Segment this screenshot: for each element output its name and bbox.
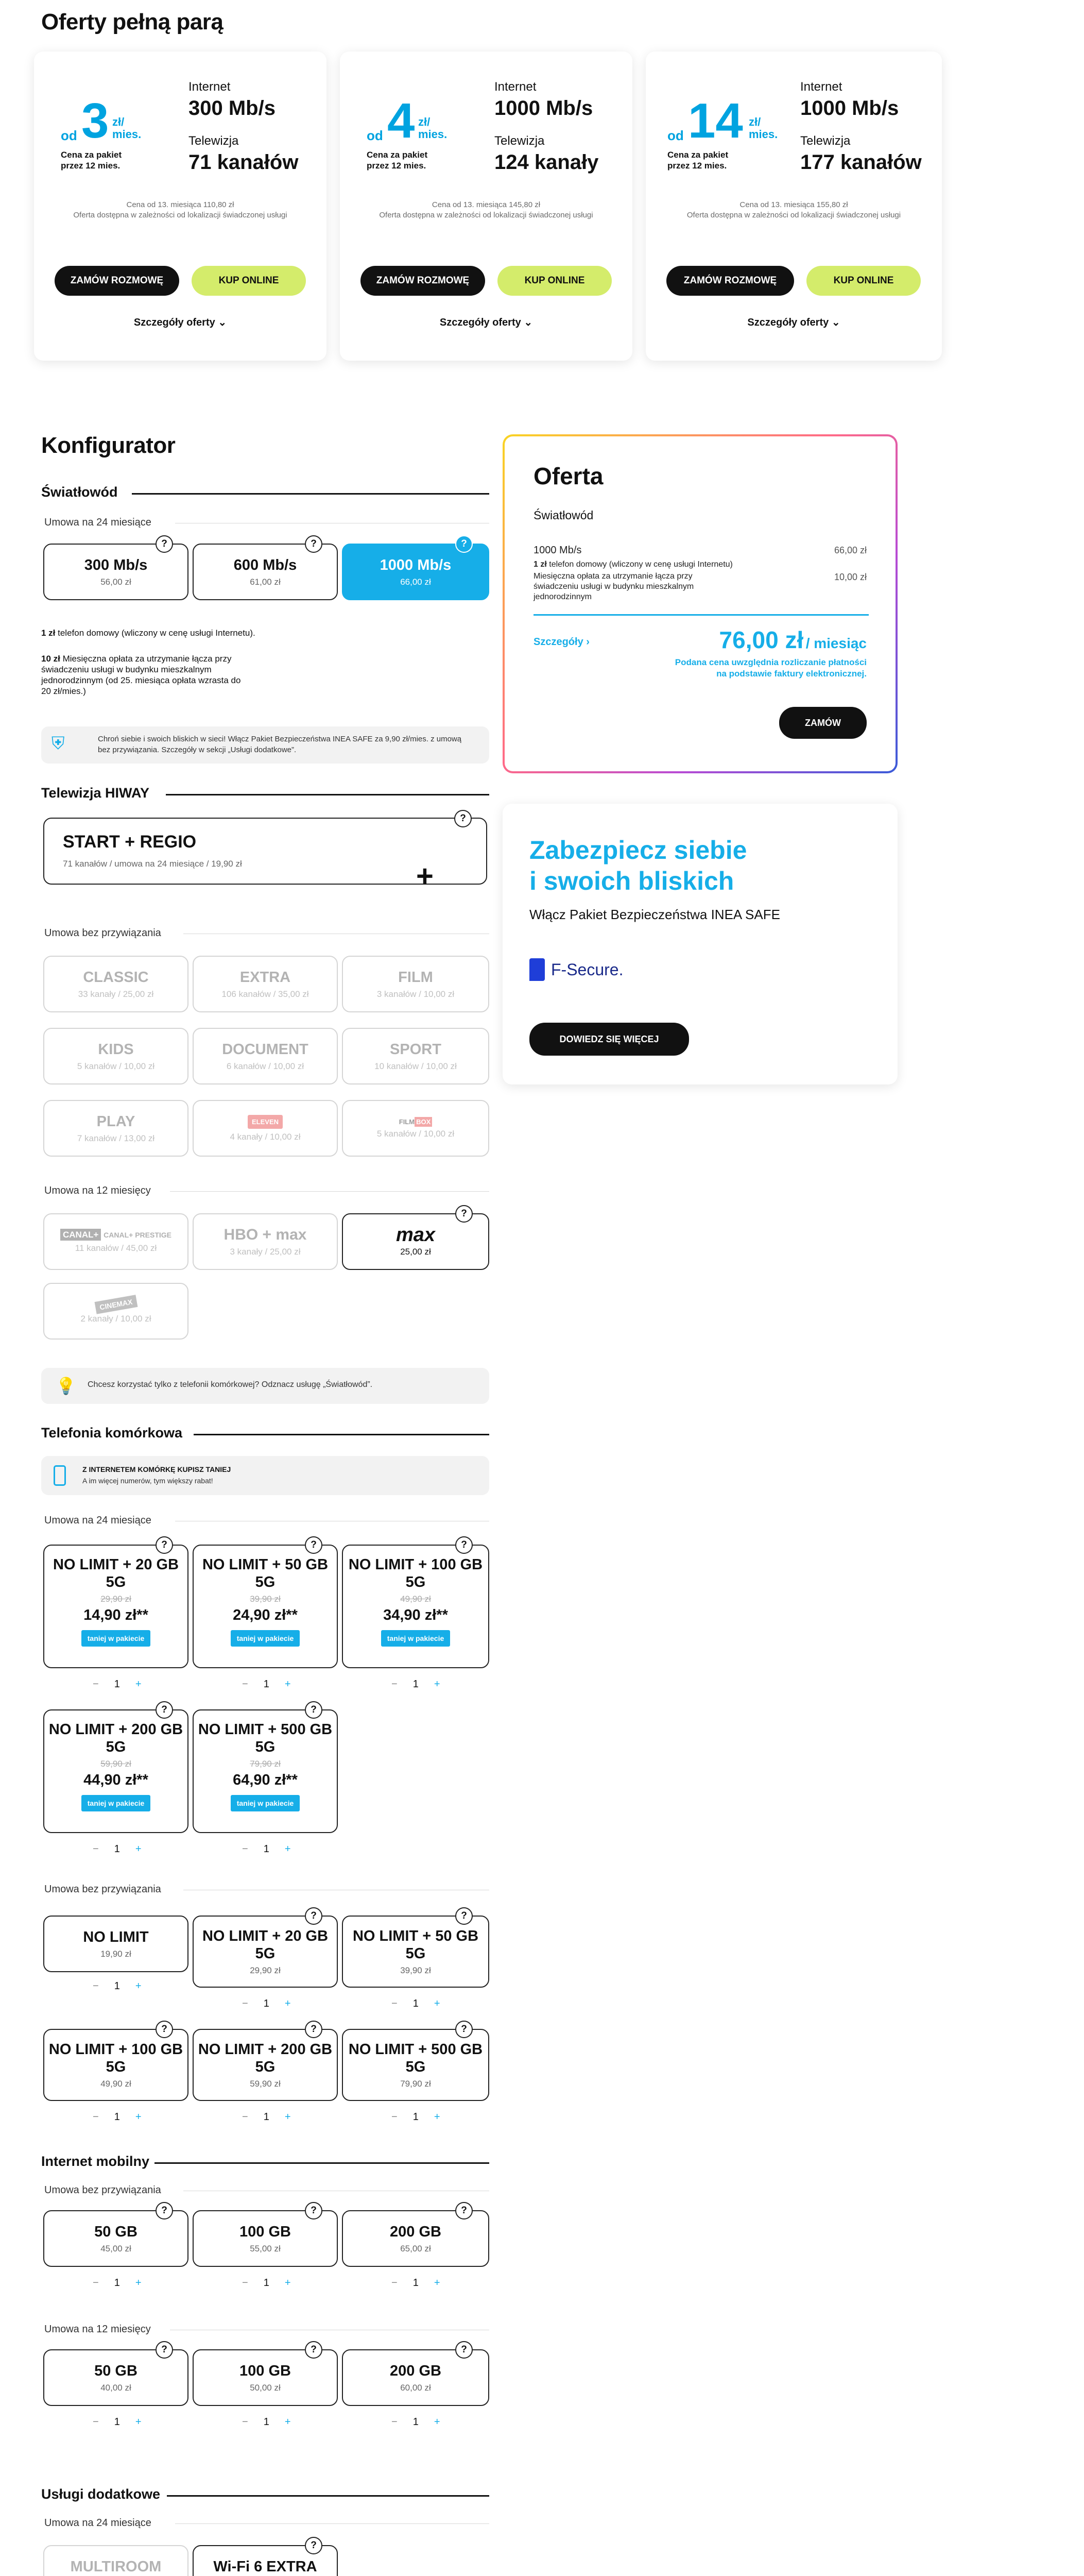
tv-pack[interactable]: KIDS 5 kanałów / 10,00 zł (43, 1028, 188, 1084)
lightbulb-icon: 💡 (56, 1377, 76, 1395)
group-label: Umowa na 24 miesiące (44, 1515, 151, 1526)
help-icon[interactable]: ? (305, 2341, 322, 2359)
mobile-plan-24[interactable]: NO LIMIT + 500 GB 5G 79,90 zł 64,90 zł** taniej w pakiecie (193, 1709, 338, 1833)
group-label: Umowa na 24 miesiące (44, 517, 151, 528)
details-link[interactable]: Szczegóły oferty ⌄ (133, 317, 227, 328)
internet-label: Internet (188, 80, 231, 94)
offer-card (340, 52, 632, 361)
order-call-button[interactable]: ZAMÓW ROZMOWĘ (666, 266, 794, 296)
quantity-stepper[interactable]: − 1 + (93, 1679, 142, 1690)
internet-label: Internet (494, 80, 537, 94)
offer-from: od (367, 128, 383, 143)
mobile-plan-24[interactable]: NO LIMIT + 200 GB 5G 59,90 zł 44,90 zł** taniej w pakiecie (43, 1709, 188, 1833)
quantity-stepper[interactable]: − 1 + (242, 2277, 291, 2289)
cheaper-tag: taniej w pakiecie (381, 1630, 451, 1647)
help-icon[interactable]: ? (455, 1907, 473, 1925)
summary-panel: Oferta Światłowód 1000 Mb/s 66,00 zł 1 zł telefon domowy (wliczony w cenę usługi Internetu) Miesięczna opłata za utrzymanie łącza przy świadczeniu usługi w budynku mieszkalnym jednorodzinnym 10,00 zł Szczegóły › 76,00 zł / miesiąc Podana cena uwzględnia rozliczanie płatności na podstawie faktury elektronicznej. ZAMÓW (503, 434, 898, 773)
quantity-stepper[interactable]: − 1 + (391, 2277, 440, 2289)
section-fiber: Światłowód (41, 484, 118, 500)
tv-pack[interactable]: FILM 3 kanałów / 10,00 zł (342, 956, 489, 1012)
quantity-stepper[interactable]: − 1 + (93, 2416, 142, 2428)
internet-value: 1000 Mb/s (494, 97, 593, 120)
tv-pack[interactable]: PLAY 7 kanałów / 13,00 zł (43, 1100, 188, 1157)
buy-online-button[interactable]: KUP ONLINE (497, 266, 612, 296)
tv-pack[interactable]: DOCUMENT 6 kanałów / 10,00 zł (193, 1028, 338, 1084)
mobile-internet-tile[interactable]: 100 GB 55,00 zł (193, 2210, 338, 2267)
fiber-tile-600[interactable]: 600 Mb/s 61,00 zł (193, 544, 338, 600)
add-icon[interactable]: + (416, 859, 434, 893)
cheaper-tag: taniej w pakiecie (81, 1630, 151, 1647)
group-label: Umowa bez przywiązania (44, 1884, 161, 1895)
quantity-stepper[interactable]: − 1 + (242, 1679, 291, 1690)
order-button[interactable]: ZAMÓW (779, 707, 867, 739)
offer-price-note: Cena za pakiet przez 12 mies. (667, 150, 729, 171)
quantity-stepper[interactable]: − 1 + (242, 1843, 291, 1855)
promo-subtitle: A im więcej numerów, tym większy rabat! (82, 1477, 213, 1485)
group-label: Umowa na 12 miesięcy (44, 1185, 151, 1196)
buy-online-button[interactable]: KUP ONLINE (806, 266, 921, 296)
price-after: Cena od 13. miesiąca 155,80 zł (739, 200, 848, 209)
order-call-button[interactable]: ZAMÓW ROZMOWĘ (55, 266, 179, 296)
chevron-down-icon: ⌄ (524, 317, 533, 328)
mobile-internet-tile[interactable]: 100 GB 50,00 zł (193, 2349, 338, 2406)
help-icon[interactable]: ? (455, 1205, 473, 1223)
offer-unit: zł/ mies. (112, 115, 142, 141)
tv-pack[interactable]: EXTRA 106 kanałów / 35,00 zł (193, 956, 338, 1012)
group-label: Umowa na 12 miesięcy (44, 2324, 151, 2335)
mobile-plan-free[interactable]: NO LIMIT + 50 GB 5G 39,90 zł (342, 1916, 489, 1988)
offer-card (34, 52, 326, 361)
offer-unit: zł/ mies. (749, 115, 778, 141)
phone-icon (54, 1465, 66, 1486)
summary-line: Miesięczna opłata za utrzymanie łącza przy świadczeniu usługi w budynku mieszkalnym jednorodzinnym (534, 572, 694, 601)
section-mobile-internet: Internet mobilny (41, 2154, 150, 2169)
summary-section: Światłowód (534, 509, 594, 522)
mobile-internet-tile[interactable]: 50 GB 45,00 zł (43, 2210, 188, 2267)
help-icon[interactable]: ? (156, 535, 173, 553)
promo-title-2: i swoich bliskich (529, 867, 734, 895)
quantity-stepper[interactable]: − 1 + (391, 1679, 440, 1690)
offer-from: od (667, 128, 684, 143)
fiber-note-phone: 1 zł telefon domowy (wliczony w cenę usługi Internetu). (41, 628, 255, 638)
summary-details-link[interactable]: Szczegóły › (534, 636, 590, 648)
mobile-internet-tile[interactable]: 50 GB 40,00 zł (43, 2349, 188, 2406)
fiber-note-fee: 10 zł Miesięczna opłata za utrzymanie łącza przy świadczeniu usługi w budynku mieszkalnym jednorodzinnym (od 25. miesiąca opłata wzrasta do 20 zł/mies.) (41, 654, 241, 696)
quantity-stepper[interactable]: − 1 + (242, 2416, 291, 2428)
quantity-stepper[interactable]: − 1 + (391, 2416, 440, 2428)
tv-pack-max[interactable]: max 25,00 zł (342, 1213, 489, 1270)
tv-pack[interactable]: CLASSIC 33 kanały / 25,00 zł (43, 956, 188, 1012)
quantity-stepper[interactable]: − 1 + (93, 1843, 142, 1855)
fsecure-logo: F-Secure. (529, 958, 623, 981)
shield-people-icon: ⛨ (51, 734, 65, 753)
help-icon[interactable]: ? (305, 1907, 322, 1925)
offers-title: Oferty pełną parą (41, 9, 223, 35)
tv-base-package[interactable]: START + REGIO 71 kanałów / umowa na 24 miesiące / 19,90 zł (43, 818, 487, 885)
internet-label: Internet (800, 80, 842, 94)
mobile-only-hint (41, 1368, 489, 1404)
help-icon[interactable]: ? (156, 2341, 173, 2359)
offer-from: od (61, 128, 77, 143)
quantity-stepper[interactable]: − 1 + (242, 2111, 291, 2123)
help-icon[interactable]: ? (454, 810, 472, 827)
tv-value: 177 kanałów (800, 151, 922, 174)
help-icon[interactable]: ? (305, 2202, 322, 2219)
quantity-stepper[interactable]: − 1 + (242, 1998, 291, 2009)
availability: Oferta dostępna w zależności od lokalizacji świadczonej usługi (73, 211, 287, 219)
promo-title-1: Zabezpiecz siebie (529, 836, 747, 865)
mobile-plan-24[interactable]: NO LIMIT + 50 GB 5G 39,90 zł 24,90 zł** taniej w pakiecie (193, 1545, 338, 1668)
cinemax-logo: CINEMAX (94, 1295, 137, 1314)
offer-price: 4 (387, 93, 415, 148)
mobile-plan-free[interactable]: NO LIMIT + 500 GB 5G 79,90 zł (342, 2029, 489, 2101)
safe-promo-card (503, 804, 898, 1084)
promo-title: Z INTERNETEM KOMÓRKĘ KUPISZ TANIEJ (82, 1465, 231, 1473)
divider (534, 614, 869, 616)
cheaper-tag: taniej w pakiecie (81, 1795, 151, 1811)
eleven-logo: ELEVEN (248, 1115, 283, 1129)
offer-price-note: Cena za pakiet przez 12 mies. (61, 150, 122, 171)
help-icon[interactable]: ? (305, 1536, 322, 1554)
tv-label: Telewizja (800, 134, 851, 148)
mobile-plan-free[interactable]: NO LIMIT + 200 GB 5G 59,90 zł (193, 2029, 338, 2101)
offer-card (646, 52, 942, 361)
cheaper-tag: taniej w pakiecie (231, 1630, 300, 1647)
tv-pack-eleven[interactable]: ELEVEN 4 kanały / 10,00 zł (193, 1100, 338, 1157)
mobile-internet-tile[interactable]: 200 GB 60,00 zł (342, 2349, 489, 2406)
chevron-down-icon: ⌄ (831, 317, 840, 328)
canal-logo: CANAL+ CANAL+ PRESTIGE (60, 1230, 171, 1240)
order-call-button[interactable]: ZAMÓW ROZMOWĘ (360, 266, 485, 296)
help-icon[interactable]: ? (455, 1536, 473, 1554)
availability: Oferta dostępna w zależności od lokalizacji świadczonej usługi (379, 211, 593, 219)
group-label: Umowa na 24 miesiące (44, 2517, 151, 2529)
tv-label: Telewizja (188, 134, 239, 148)
chevron-down-icon: ⌄ (218, 317, 227, 328)
tv-pack[interactable]: SPORT 10 kanałów / 10,00 zł (342, 1028, 489, 1084)
mobile-plan-24[interactable]: NO LIMIT + 20 GB 5G 29,90 zł 14,90 zł** taniej w pakiecie (43, 1545, 188, 1668)
summary-title: Oferta (534, 463, 604, 489)
help-icon[interactable]: ? (156, 1701, 173, 1719)
help-icon[interactable]: ? (305, 535, 322, 553)
help-icon[interactable]: ? (455, 535, 473, 553)
internet-value: 300 Mb/s (188, 97, 276, 120)
help-icon[interactable]: ? (156, 1536, 173, 1554)
quantity-stepper[interactable]: − 1 + (93, 1980, 142, 1992)
help-icon[interactable]: ? (455, 2341, 473, 2359)
promo-subtitle: Włącz Pakiet Bezpieczeństwa INEA SAFE (529, 907, 780, 922)
section-extras: Usługi dodatkowe (41, 2486, 161, 2502)
offer-price: 3 (81, 93, 109, 148)
help-icon[interactable]: ? (305, 2021, 322, 2038)
hint-text: Chcesz korzystać tylko z telefonii komórkowej? Odznacz usługę „Światłowód”. (88, 1380, 373, 1389)
mobile-internet-tile[interactable]: 200 GB 65,00 zł (342, 2210, 489, 2267)
mobile-plan-free[interactable]: NO LIMIT + 20 GB 5G 29,90 zł (193, 1916, 338, 1988)
quantity-stepper[interactable]: − 1 + (93, 2111, 142, 2123)
summary-value: 66,00 zł (834, 545, 867, 555)
fiber-tile-300[interactable]: 300 Mb/s 56,00 zł (43, 544, 188, 600)
summary-line: 1000 Mb/s (534, 545, 582, 556)
help-icon[interactable]: ? (455, 2021, 473, 2038)
offer-price-note: Cena za pakiet przez 12 mies. (367, 150, 428, 171)
help-icon[interactable]: ? (156, 2021, 173, 2038)
summary-value: 10,00 zł (834, 572, 867, 582)
mobile-plan-24[interactable]: NO LIMIT + 100 GB 5G 49,90 zł 34,90 zł** taniej w pakiecie (342, 1545, 489, 1668)
section-mobile: Telefonia komórkowa (41, 1425, 183, 1440)
fsecure-icon (529, 958, 545, 981)
safe-info-text: Chroń siebie i swoich bliskich w sieci! Włącz Pakiet Bezpieczeństwa INEA SAFE za 9,90 zł/mies. z umową bez przywiązania. Szczegóły w sekcji „Usługi dodatkowe”. (98, 735, 462, 754)
summary-note: Podana cena uwzględnia rozliczanie płatności na podstawie faktury elektronicznej. (675, 657, 867, 679)
tv-pack-cinemax[interactable]: CINEMAX 2 kanały / 10,00 zł (43, 1283, 188, 1340)
tv-pack-canal[interactable]: CANAL+ CANAL+ PRESTIGE 11 kanałów / 45,00 zł (43, 1213, 188, 1270)
quantity-stepper[interactable]: − 1 + (391, 1998, 440, 2009)
group-label: Umowa bez przywiązania (44, 2184, 161, 2196)
tv-label: Telewizja (494, 134, 545, 148)
quantity-stepper[interactable]: − 1 + (93, 2277, 142, 2289)
group-label: Umowa bez przywiązania (44, 927, 161, 939)
learn-more-button[interactable]: DOWIEDZ SIĘ WIĘCEJ (529, 1023, 689, 1056)
availability: Oferta dostępna w zależności od lokalizacji świadczonej usługi (686, 211, 901, 219)
tv-pack-filmbox[interactable]: FILM BOX 5 kanałów / 10,00 zł (342, 1100, 489, 1157)
help-icon[interactable]: ? (305, 1701, 322, 1719)
price-after: Cena od 13. miesiąca 145,80 zł (432, 200, 541, 209)
price-after: Cena od 13. miesiąca 110,80 zł (126, 200, 234, 209)
filmbox-logo: FILM BOX (399, 1118, 433, 1126)
offer-unit: zł/ mies. (418, 115, 448, 141)
extra-tile[interactable]: MULTIROOM (43, 2545, 188, 2576)
section-tv: Telewizja HIWAY (41, 785, 150, 801)
tv-value: 124 kanały (494, 151, 599, 174)
mobile-promo (41, 1456, 489, 1495)
details-link[interactable]: Szczegóły oferty ⌄ (439, 317, 533, 328)
internet-value: 1000 Mb/s (800, 97, 899, 120)
tv-pack-hbo[interactable]: HBO + max 3 kanały / 25,00 zł (193, 1213, 338, 1270)
tv-value: 71 kanałów (188, 151, 299, 174)
buy-online-button[interactable]: KUP ONLINE (192, 266, 306, 296)
summary-total: 76,00 zł / miesiąc (719, 626, 867, 653)
offer-price: 14 (688, 93, 743, 148)
extra-tile[interactable]: Wi-Fi 6 EXTRA (193, 2545, 338, 2576)
help-icon[interactable]: ? (156, 2202, 173, 2219)
details-link[interactable]: Szczegóły oferty ⌄ (747, 317, 840, 328)
mobile-plan-free[interactable]: NO LIMIT + 100 GB 5G 49,90 zł (43, 2029, 188, 2101)
fiber-tile-1000[interactable]: 1000 Mb/s 66,00 zł (342, 544, 489, 600)
safe-info-box (41, 726, 489, 764)
cheaper-tag: taniej w pakiecie (231, 1795, 300, 1811)
configurator-title: Konfigurator (41, 433, 176, 458)
mobile-plan-free[interactable]: NO LIMIT 19,90 zł (43, 1916, 188, 1972)
quantity-stepper[interactable]: − 1 + (391, 2111, 440, 2123)
help-icon[interactable]: ? (455, 2202, 473, 2219)
help-icon[interactable]: ? (305, 2537, 322, 2554)
